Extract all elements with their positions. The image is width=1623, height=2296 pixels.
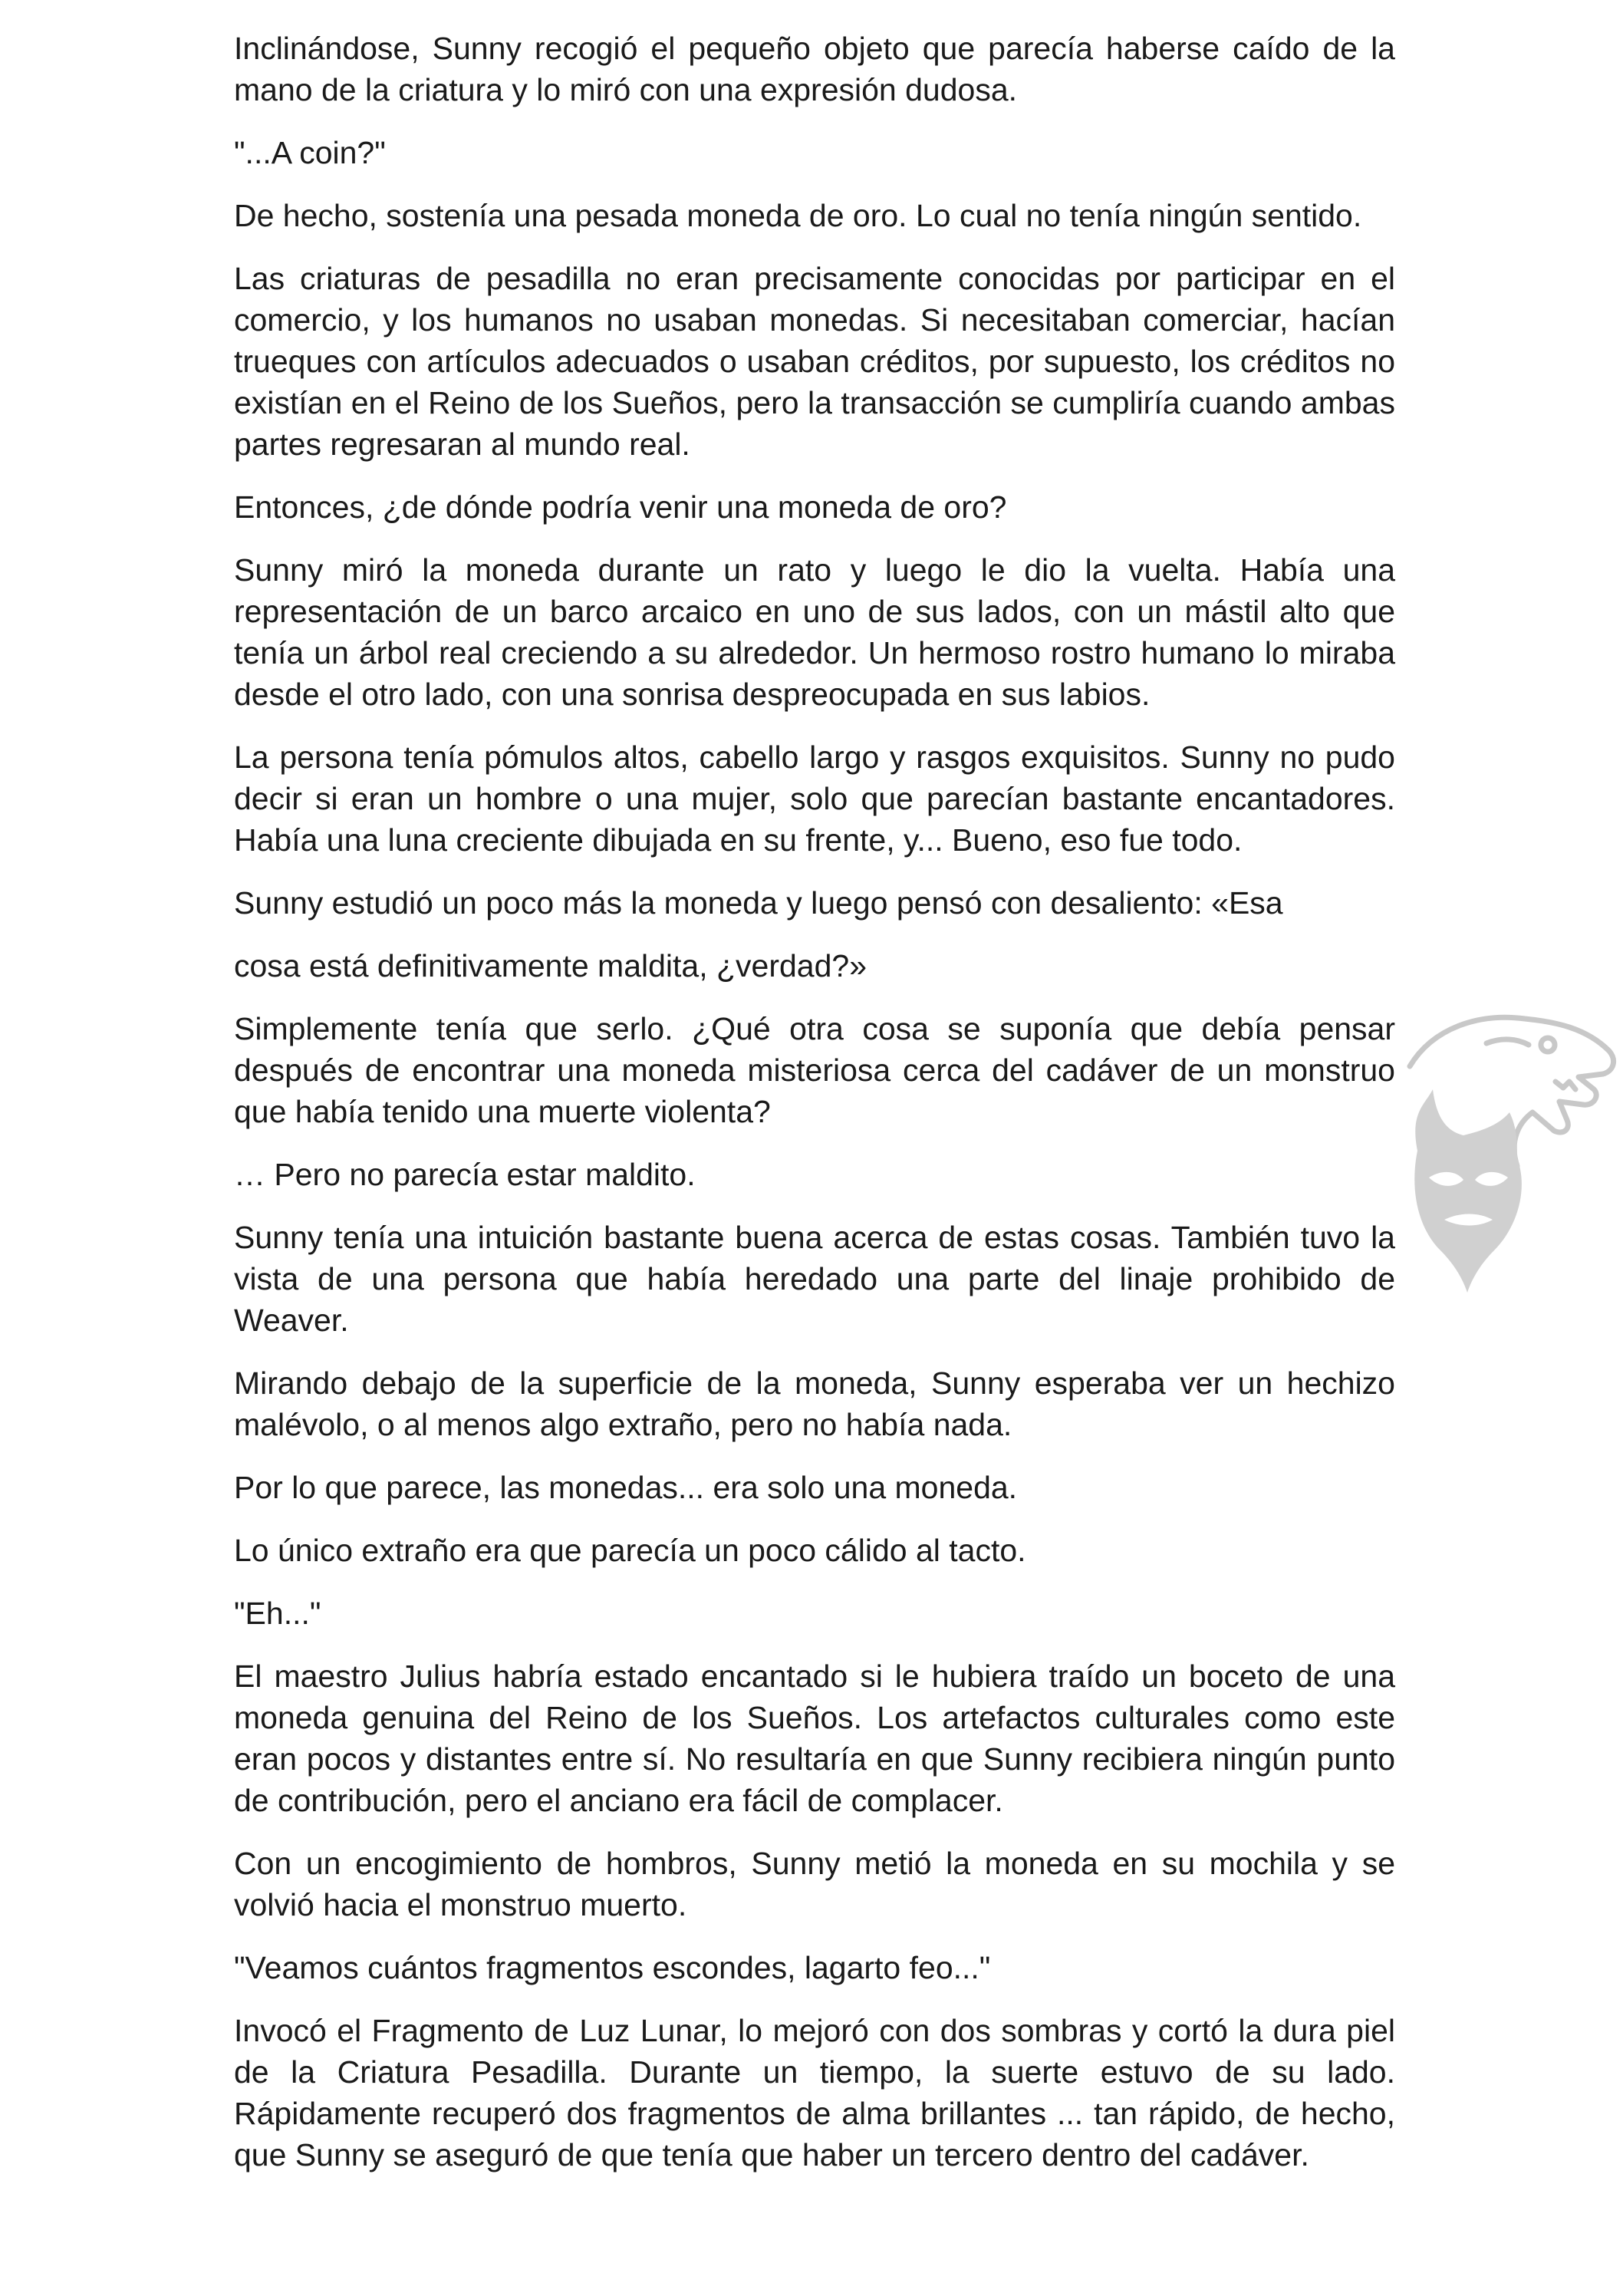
paragraph-20: Invocó el Fragmento de Luz Lunar, lo mejoró con dos sombras y cortó la dura piel de la Criatura Pesadilla. Durante un tiempo, la suerte estuvo de su lado. Rápidamente recuperó dos fragmentos de alma brillantes ... tan rápido, de hecho, que Sunny se aseguró de que tenía que haber un tercero dentro del cadáver. xyxy=(234,2013,1395,2172)
paragraph-15: Lo único extraño era que parecía un poco cálido al tacto. xyxy=(234,1533,1026,1568)
paragraph-1: Inclinándose, Sunny recogió el pequeño objeto que parecía haberse caído de la mano de la criatura y lo miró con una expresión dudosa. xyxy=(234,31,1395,107)
paragraph-18: Con un encogimiento de hombros, Sunny metió la moneda en su mochila y se volvió hacia el monstruo muerto. xyxy=(234,1846,1395,1922)
paragraph-5: Entonces, ¿de dónde podría venir una moneda de oro? xyxy=(234,489,1007,525)
paragraph-9: cosa está definitivamente maldita, ¿verdad?» xyxy=(234,948,867,983)
paragraph-3: De hecho, sostenía una pesada moneda de oro. Lo cual no tenía ningún sentido. xyxy=(234,198,1362,233)
paragraph-13: Mirando debajo de la superficie de la moneda, Sunny esperaba ver un hechizo malévolo, o al menos algo extraño, pero no había nada. xyxy=(234,1365,1395,1442)
paragraph-7: La persona tenía pómulos altos, cabello largo y rasgos exquisitos. Sunny no pudo decir si eran un hombre o una mujer, solo que parecían bastante encantadores. Había una luna creciente dibujada en su frente, y... Bueno, eso fue todo. xyxy=(234,740,1395,858)
paragraph-10: Simplemente tenía que serlo. ¿Qué otra cosa se suponía que debía pensar después de encontrar una moneda misteriosa cerca del cadáver de un monstruo que había tenido una muerte violenta? xyxy=(234,1011,1395,1129)
paragraph-19: "Veamos cuántos fragmentos escondes, lagarto feo..." xyxy=(234,1950,991,1985)
body-text xyxy=(234,28,1395,2197)
paragraph-4: Las criaturas de pesadilla no eran precisamente conocidas por participar en el comercio, y los humanos no usaban monedas. Si necesitaban comerciar, hacían trueques con artículos adecuados o usaban créditos, por supuesto, los créditos no existían en el Reino de los Sueños, pero la transacción se cumpliría cuando ambas partes regresaran al mundo real. xyxy=(234,261,1395,462)
paragraph-8: Sunny estudió un poco más la moneda y luego pensó con desaliento: «Esa xyxy=(234,885,1283,921)
paragraph-6: Sunny miró la moneda durante un rato y luego le dio la vuelta. Había una representación de un barco arcaico en uno de sus lados, con un mástil alto que tenía un árbol real creciendo a su alrededor. Un hermoso rostro humano lo miraba desde el otro lado, con una sonrisa despreocupada en sus labios. xyxy=(234,552,1395,712)
paragraph-16: "Eh..." xyxy=(234,1596,321,1631)
paragraph-14: Por lo que parece, las monedas... era solo una moneda. xyxy=(234,1470,1018,1505)
paragraph-11: … Pero no parecía estar maldito. xyxy=(234,1157,696,1192)
paragraph-17: El maestro Julius habría estado encantado si le hubiera traído un boceto de una moneda genuina del Reino de los Sueños. Los artefactos culturales como este eran pocos y distantes entre sí. No resultaría en que Sunny recibiera ningún punto de contribución, pero el anciano era fácil de complacer. xyxy=(234,1659,1395,1818)
paragraph-2: "...A coin?" xyxy=(234,135,386,170)
dinosaur-mask-logo-icon xyxy=(1402,997,1623,1304)
paragraph-12: Sunny tenía una intuición bastante buena acerca de estas cosas. También tuvo la vista de una persona que había heredado una parte del linaje prohibido de Weaver. xyxy=(234,1220,1395,1338)
